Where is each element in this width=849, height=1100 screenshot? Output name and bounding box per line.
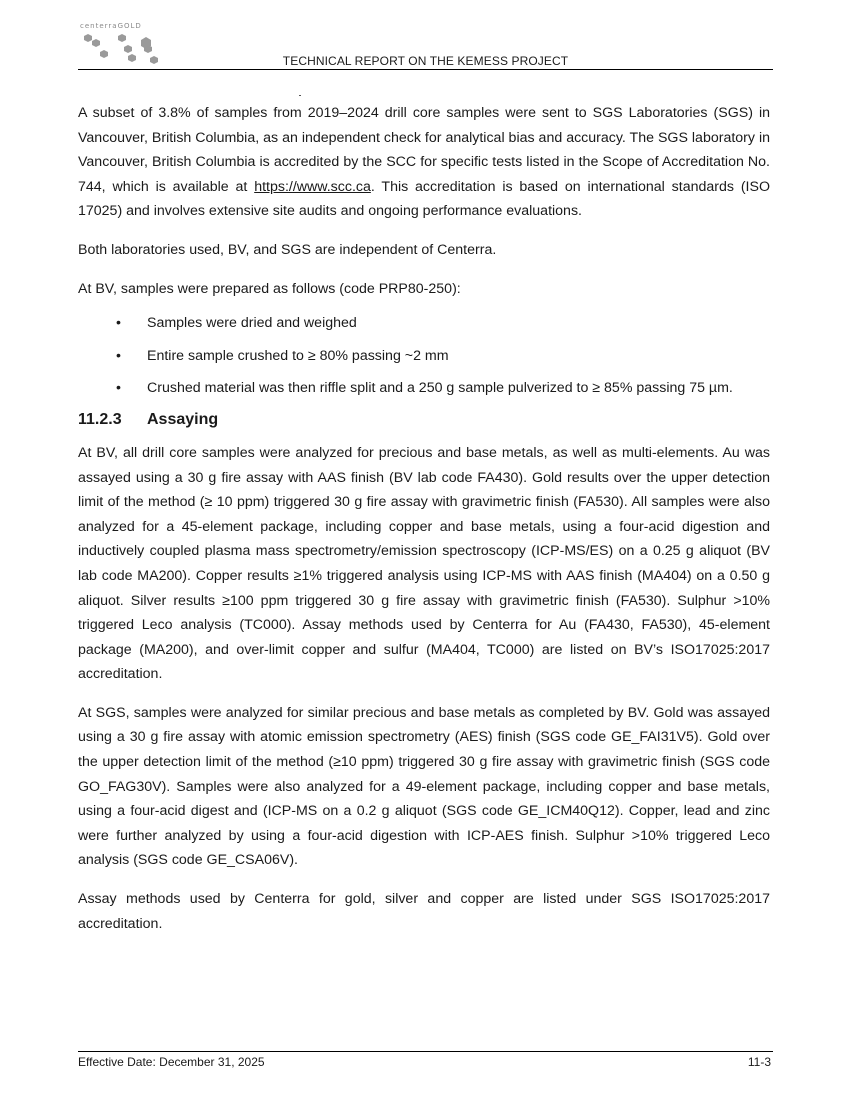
page-content [78,101,770,950]
bullet-icon: • [116,380,121,397]
paragraph-sgs-accreditation: Assay methods used by Centerra for gold, silver and copper are listed under SGS ISO17025:2017 accreditation. [78,891,770,932]
section-heading [78,409,770,431]
footer-divider [78,1051,773,1052]
section-number: 11.2.3 [78,410,122,428]
list-item-text: Entire sample crushed to ≥ 80% passing ~2 mm [147,347,449,364]
list-item [78,344,770,369]
paragraph-text: A subset of 3.8% of samples from 2019–2024 drill core samples were sent to SGS Laboratories (SGS) in Vancouver, British Columbia, as an independent check for analytical bias and accuracy. The SGS laboratory in Vancouver, British Columbia is accredited by the SCC for specific tests listed in the Scope of Accreditation No. 744, which is available at [78,105,770,195]
preparation-list [78,311,770,401]
list-item [78,376,770,401]
header-divider [78,69,773,70]
page-number: 11-3 [747,1055,771,1069]
list-item-text: Crushed material was then riffle split and a 250 g sample pulverized to ≥ 85% passing 75 µm. [147,380,733,397]
paragraph-bv-assaying: At BV, all drill core samples were analyzed for precious and base metals, as well as multi-elements. Au was assayed using a 30 g fire assay with AAS finish (BV lab code FA430). Gold results over the upper detection limit of the method (≥ 10 ppm) triggered 30 g fire assay with gravimetric finish (FA530). All samples were also analyzed for a 45-element package, including copper and base metals, using a four-acid digestion and inductively coupled plasma mass spectrometry/emission spectroscopy (ICP-MS/ES) on a 0.25 g aliquot (BV lab code MA200). Copper results ≥1% triggered analysis using ICP-MS with AAS finish (MA404) on a 0.50 g aliquot. Silver results ≥100 ppm triggered 30 g fire assay with gravimetric finish (FA530). Sulphur >10% triggered Leco analysis (TC000). Assay methods used by Centerra for Au (FA430, FA530), 45-element package (MA200), and over-limit copper and sulfur (MA404, TC000) are listed on BV’s ISO17025:2017 accreditation. [78,444,770,683]
paragraph-independence: Both laboratories used, BV, and SGS are independent of Centerra. [78,241,497,258]
scc-link[interactable]: https://www.scc.ca [254,178,371,195]
bullet-icon: • [116,315,121,332]
section-title: Assaying [147,410,219,428]
paragraph-sgs-assaying: At SGS, samples were analyzed for similar precious and base metals as completed by BV. Gold was assayed using a 30 g fire assay with atomic emission spectrometry (AES) finish (SGS code GE_FAI31V5). Gold over the upper detection limit of the method (≥10 ppm) triggered 30 g fire assay with gravimetric finish (SGS code GO_FAG30V). Samples were also analyzed for a 49-element package, including copper and base metals, using a four-acid digest and (ICP-MS on a 0.2 g aliquot (SGS code GE_ICM40Q12). Copper, lead and zinc were further analyzed by using a four-acid digestion with ICP-AES finish. Sulphur >10% triggered Leco analysis (SGS code GE_CSA06V). [78,704,770,869]
stray-mark [299,95,301,96]
paragraph-text: . This accreditation is based on international standards (ISO 17025) and involves extensive site audits and ongoing performance evaluations. [78,178,770,220]
effective-date: Effective Date: December 31, 2025 [78,1055,265,1069]
bullet-icon: • [116,347,121,364]
list-item-text: Samples were dried and weighed [147,315,357,332]
paragraph-sgs-check [78,101,770,224]
list-item [78,311,770,336]
report-title: TECHNICAL REPORT ON THE KEMESS PROJECT [282,54,569,68]
logo-wordmark: centerraGOLD [80,22,142,30]
paragraph-preparation-intro: At BV, samples were prepared as follows (code PRP80-250): [78,280,461,297]
